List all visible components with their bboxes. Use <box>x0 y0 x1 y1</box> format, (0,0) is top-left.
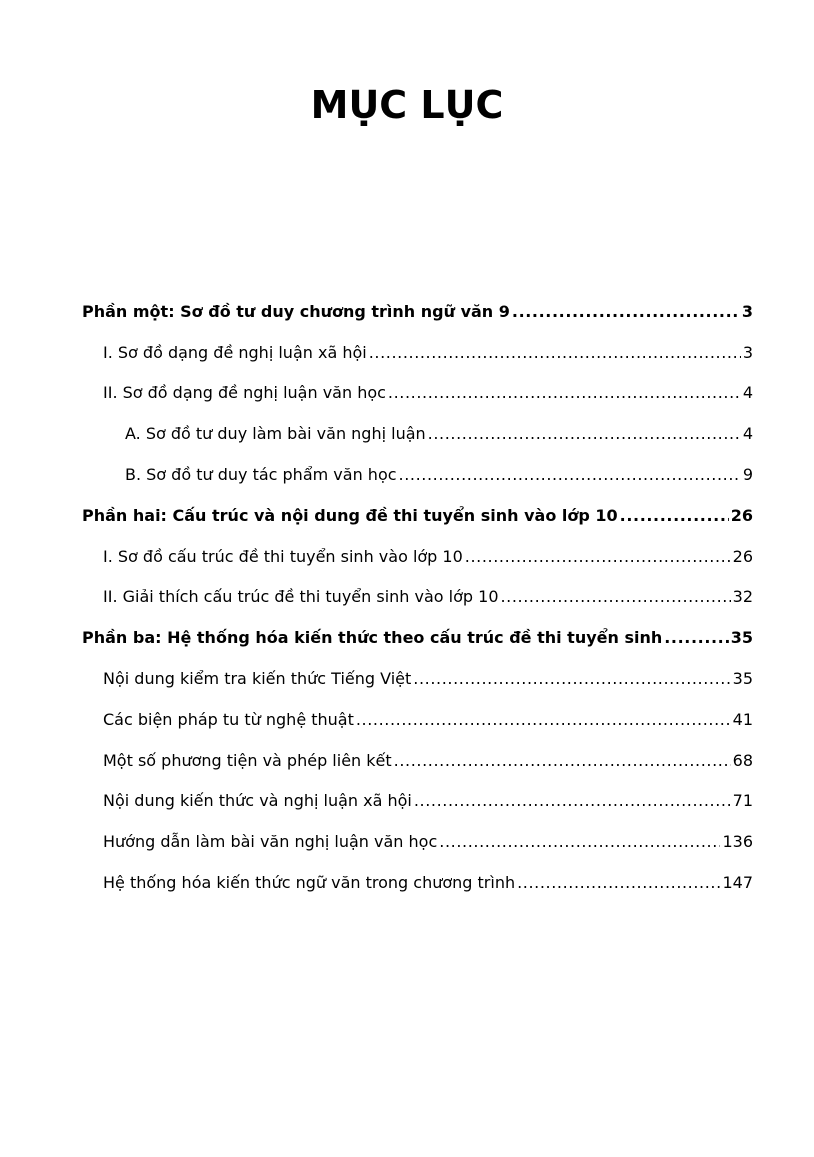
dot-leader <box>512 302 740 326</box>
toc-entry-page: 35 <box>730 628 753 648</box>
toc-entry-part-2[interactable] <box>82 489 753 530</box>
toc-entry-page: 35 <box>732 668 753 688</box>
toc-entry-3-5[interactable] <box>82 815 753 856</box>
dot-leader <box>399 465 741 489</box>
toc-entry-3-6[interactable] <box>82 856 753 897</box>
toc-entry-page: 26 <box>730 505 753 525</box>
dot-leader <box>439 832 720 856</box>
dot-leader <box>356 710 731 734</box>
toc-entry-1-2[interactable] <box>82 367 753 408</box>
toc-entry-1-2-a[interactable] <box>82 407 753 448</box>
toc-entry-1-1[interactable] <box>82 326 753 367</box>
toc-entry-text: II. Sơ đồ dạng đề nghị luận văn học <box>103 383 386 403</box>
toc-entry-1-2-b[interactable] <box>82 448 753 489</box>
toc-entry-text: Một số phương tiện và phép liên kết <box>103 750 392 770</box>
toc-entry-text: II. Giải thích cấu trúc đề thi tuyển sinh vào lớp 10 <box>103 587 499 607</box>
toc-entry-3-2[interactable] <box>82 693 753 734</box>
toc-entry-page: 71 <box>732 791 753 811</box>
toc-entry-page: 4 <box>742 424 753 444</box>
toc-entry-text: A. Sơ đồ tư duy làm bài văn nghị luận <box>125 424 426 444</box>
toc-entry-text: Các biện pháp tu từ nghệ thuật <box>103 709 354 729</box>
toc-entry-text: Phần hai: Cấu trúc và nội dung đề thi tuyển sinh vào lớp 10 <box>82 505 618 525</box>
dot-leader <box>428 424 741 448</box>
toc-entry-page: 9 <box>742 464 753 484</box>
toc-entry-part-3[interactable] <box>82 611 753 652</box>
dot-leader <box>413 669 730 693</box>
toc-entry-page: 3 <box>741 301 753 321</box>
toc-entry-3-3[interactable] <box>82 734 753 775</box>
toc-entry-text: Nội dung kiến thức và nghị luận xã hội <box>103 791 412 811</box>
dot-leader <box>369 343 741 367</box>
toc-entry-3-1[interactable] <box>82 652 753 693</box>
toc-entry-part-1[interactable] <box>82 285 753 326</box>
toc-entry-2-1[interactable] <box>82 530 753 571</box>
dot-leader <box>394 751 731 775</box>
toc-entry-page: 41 <box>732 709 753 729</box>
table-of-contents <box>82 285 753 897</box>
toc-entry-text: I. Sơ đồ cấu trúc đề thi tuyển sinh vào lớp 10 <box>103 546 463 566</box>
toc-entry-text: Hướng dẫn làm bài văn nghị luận văn học <box>103 832 438 852</box>
dot-leader <box>388 383 741 407</box>
toc-entry-2-2[interactable] <box>82 571 753 612</box>
toc-entry-page: 136 <box>722 832 753 852</box>
toc-entry-text: Phần ba: Hệ thống hóa kiến thức theo cấu trúc đề thi tuyển sinh <box>82 628 663 648</box>
toc-entry-text: Nội dung kiểm tra kiến thức Tiếng Việt <box>103 668 412 688</box>
toc-entry-3-4[interactable] <box>82 775 753 816</box>
page-title: MỤC LỤC <box>310 83 504 127</box>
dot-leader <box>664 628 728 652</box>
dot-leader <box>501 587 731 611</box>
toc-entry-text: Hệ thống hóa kiến thức ngữ văn trong chương trình <box>103 872 516 892</box>
toc-entry-page: 4 <box>742 383 753 403</box>
toc-entry-page: 3 <box>742 342 753 362</box>
dot-leader <box>465 547 731 571</box>
dot-leader <box>620 506 729 530</box>
toc-entry-page: 68 <box>732 750 753 770</box>
toc-entry-text: Phần một: Sơ đồ tư duy chương trình ngữ văn 9 <box>82 301 510 321</box>
toc-entry-text: B. Sơ đồ tư duy tác phẩm văn học <box>125 464 397 484</box>
toc-entry-page: 32 <box>732 587 753 607</box>
toc-entry-page: 26 <box>732 546 753 566</box>
dot-leader <box>517 873 720 897</box>
dot-leader <box>414 791 731 815</box>
toc-entry-page: 147 <box>722 872 753 892</box>
toc-entry-text: I. Sơ đồ dạng đề nghị luận xã hội <box>103 342 367 362</box>
